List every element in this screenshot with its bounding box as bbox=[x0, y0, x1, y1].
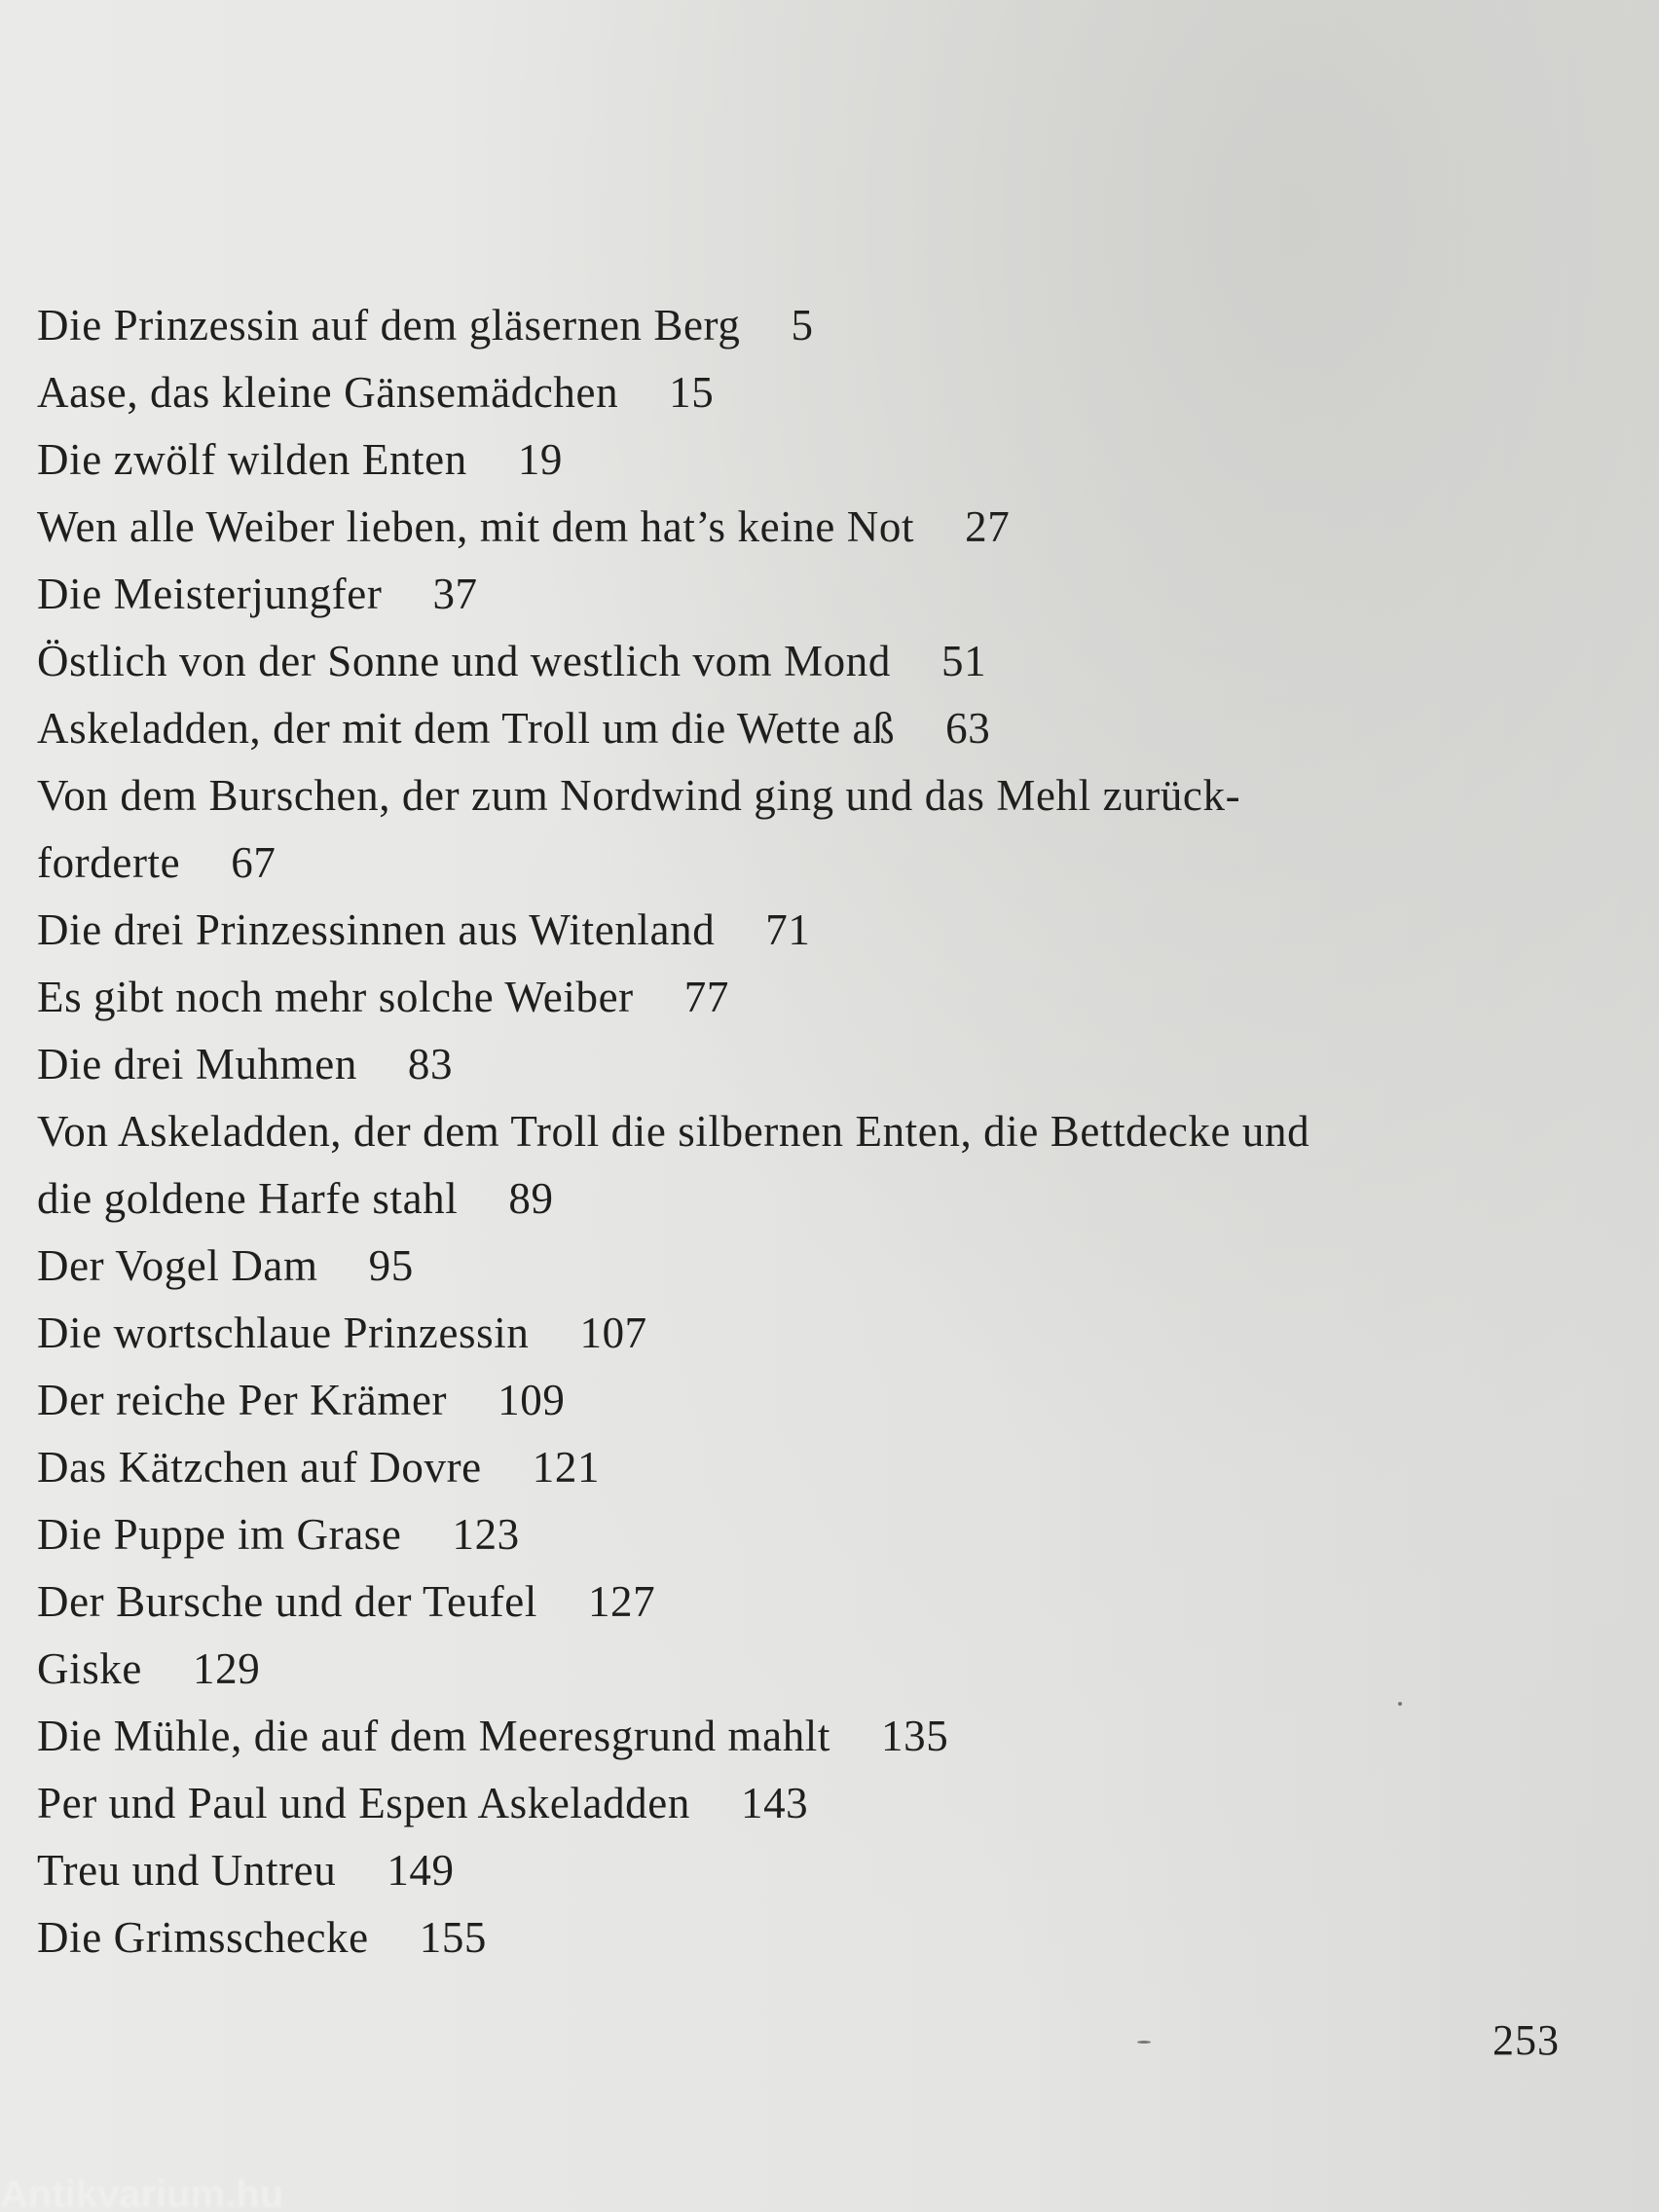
toc-entry-page: 63 bbox=[945, 704, 991, 753]
toc-entry bbox=[37, 1904, 1478, 1972]
toc-entry bbox=[37, 628, 1478, 695]
toc-entry-page: 127 bbox=[587, 1577, 656, 1626]
toc-entry bbox=[37, 1703, 1478, 1770]
toc-entry-page: 67 bbox=[231, 838, 276, 887]
ink-speck bbox=[1398, 1702, 1402, 1706]
toc-entry-page: 121 bbox=[532, 1443, 601, 1492]
toc-entry bbox=[37, 561, 1478, 628]
toc-entry-title: Die Puppe im Grase bbox=[37, 1510, 402, 1559]
toc-entry-title: Es gibt noch mehr solche Weiber bbox=[37, 973, 634, 1021]
toc-entry-page: 15 bbox=[669, 368, 715, 417]
toc-entry-page: 109 bbox=[498, 1376, 566, 1424]
toc-entry bbox=[37, 762, 1478, 897]
toc-entry-title: Der Bursche und der Teufel bbox=[37, 1577, 537, 1626]
toc-entry-title: Die Mühle, die auf dem Meeresgrund mahlt bbox=[37, 1712, 831, 1760]
toc-entry-title: Das Kätzchen auf Dovre bbox=[37, 1443, 482, 1492]
toc-entry-title: Von Askeladden, der dem Troll die silbernen Enten, die Bettdecke und bbox=[37, 1107, 1310, 1156]
toc-entry-page: 123 bbox=[452, 1510, 520, 1559]
toc-entry-page: 129 bbox=[193, 1644, 261, 1693]
toc-entry-title-continued: forderte bbox=[37, 838, 181, 887]
toc-entry bbox=[37, 897, 1478, 964]
toc-entry-page: 83 bbox=[407, 1040, 454, 1088]
toc-entry bbox=[37, 964, 1478, 1031]
toc-entry-title: Von dem Burschen, der zum Nordwind ging und das Mehl zurück- bbox=[37, 771, 1241, 820]
toc-entry bbox=[37, 1367, 1478, 1434]
toc-entry-title: Östlich von der Sonne und westlich vom Mond bbox=[37, 637, 891, 685]
toc-entry-page: 19 bbox=[517, 435, 564, 484]
toc-entry-title: Die drei Prinzessinnen aus Witenland bbox=[37, 905, 716, 954]
toc-entry-title: Die zwölf wilden Enten bbox=[37, 435, 467, 484]
toc-entry-page: 95 bbox=[368, 1241, 414, 1290]
toc-entry-page: 155 bbox=[419, 1913, 488, 1962]
toc-entry bbox=[37, 1031, 1478, 1098]
toc-entry-title: Die Meisterjungfer bbox=[37, 570, 383, 618]
toc-entry bbox=[37, 1501, 1478, 1568]
toc-entry bbox=[37, 494, 1478, 561]
toc-entry bbox=[37, 1098, 1478, 1233]
toc-entry-page: 27 bbox=[965, 502, 1011, 551]
ink-speck bbox=[1137, 2041, 1151, 2044]
toc-entry-page: 5 bbox=[791, 301, 814, 350]
toc-entry-page: 143 bbox=[740, 1779, 809, 1827]
table-of-contents bbox=[37, 292, 1478, 1972]
toc-entry-title: Die drei Muhmen bbox=[37, 1040, 357, 1088]
toc-entry-title: Die Prinzessin auf dem gläsernen Berg bbox=[37, 301, 741, 350]
watermark: Antikvarium.hu bbox=[0, 2173, 284, 2212]
toc-entry bbox=[37, 292, 1478, 359]
toc-entry-title: Wen alle Weiber lieben, mit dem hat’s keine Not bbox=[37, 502, 915, 551]
toc-entry bbox=[37, 1434, 1478, 1501]
toc-entry-page: 37 bbox=[432, 570, 478, 618]
toc-entry-page: 77 bbox=[683, 973, 729, 1021]
toc-entry bbox=[37, 1568, 1478, 1636]
toc-entry bbox=[37, 1300, 1478, 1367]
toc-entry-title: Der Vogel Dam bbox=[37, 1241, 318, 1290]
toc-entry-title-continued: die goldene Harfe stahl bbox=[37, 1174, 459, 1223]
toc-entry-title: Per und Paul und Espen Askeladden bbox=[37, 1779, 690, 1827]
toc-entry-title: Die Grimsschecke bbox=[37, 1913, 369, 1962]
toc-entry bbox=[37, 1770, 1478, 1837]
toc-entry-title: Treu und Untreu bbox=[37, 1846, 337, 1895]
toc-entry bbox=[37, 359, 1478, 426]
toc-entry-page: 149 bbox=[387, 1846, 455, 1895]
toc-entry bbox=[37, 1233, 1478, 1300]
toc-entry-page: 71 bbox=[765, 905, 811, 954]
toc-entry-title: Der reiche Per Krämer bbox=[37, 1376, 448, 1424]
toc-entry bbox=[37, 1636, 1478, 1703]
toc-entry bbox=[37, 695, 1478, 762]
toc-entry-title: Giske bbox=[37, 1644, 142, 1693]
toc-entry-title: Askeladden, der mit dem Troll um die Wette aß bbox=[37, 704, 896, 753]
toc-entry bbox=[37, 426, 1478, 494]
toc-entry bbox=[37, 1837, 1478, 1904]
page-number: 253 bbox=[1493, 2016, 1560, 2064]
toc-entry-page: 107 bbox=[579, 1309, 647, 1357]
toc-entry-page: 51 bbox=[940, 637, 987, 685]
toc-entry-page: 89 bbox=[508, 1174, 554, 1223]
toc-entry-title: Aase, das kleine Gänsemädchen bbox=[37, 368, 619, 417]
toc-entry-page: 135 bbox=[881, 1712, 949, 1760]
toc-entry-title: Die wortschlaue Prinzessin bbox=[37, 1309, 530, 1357]
